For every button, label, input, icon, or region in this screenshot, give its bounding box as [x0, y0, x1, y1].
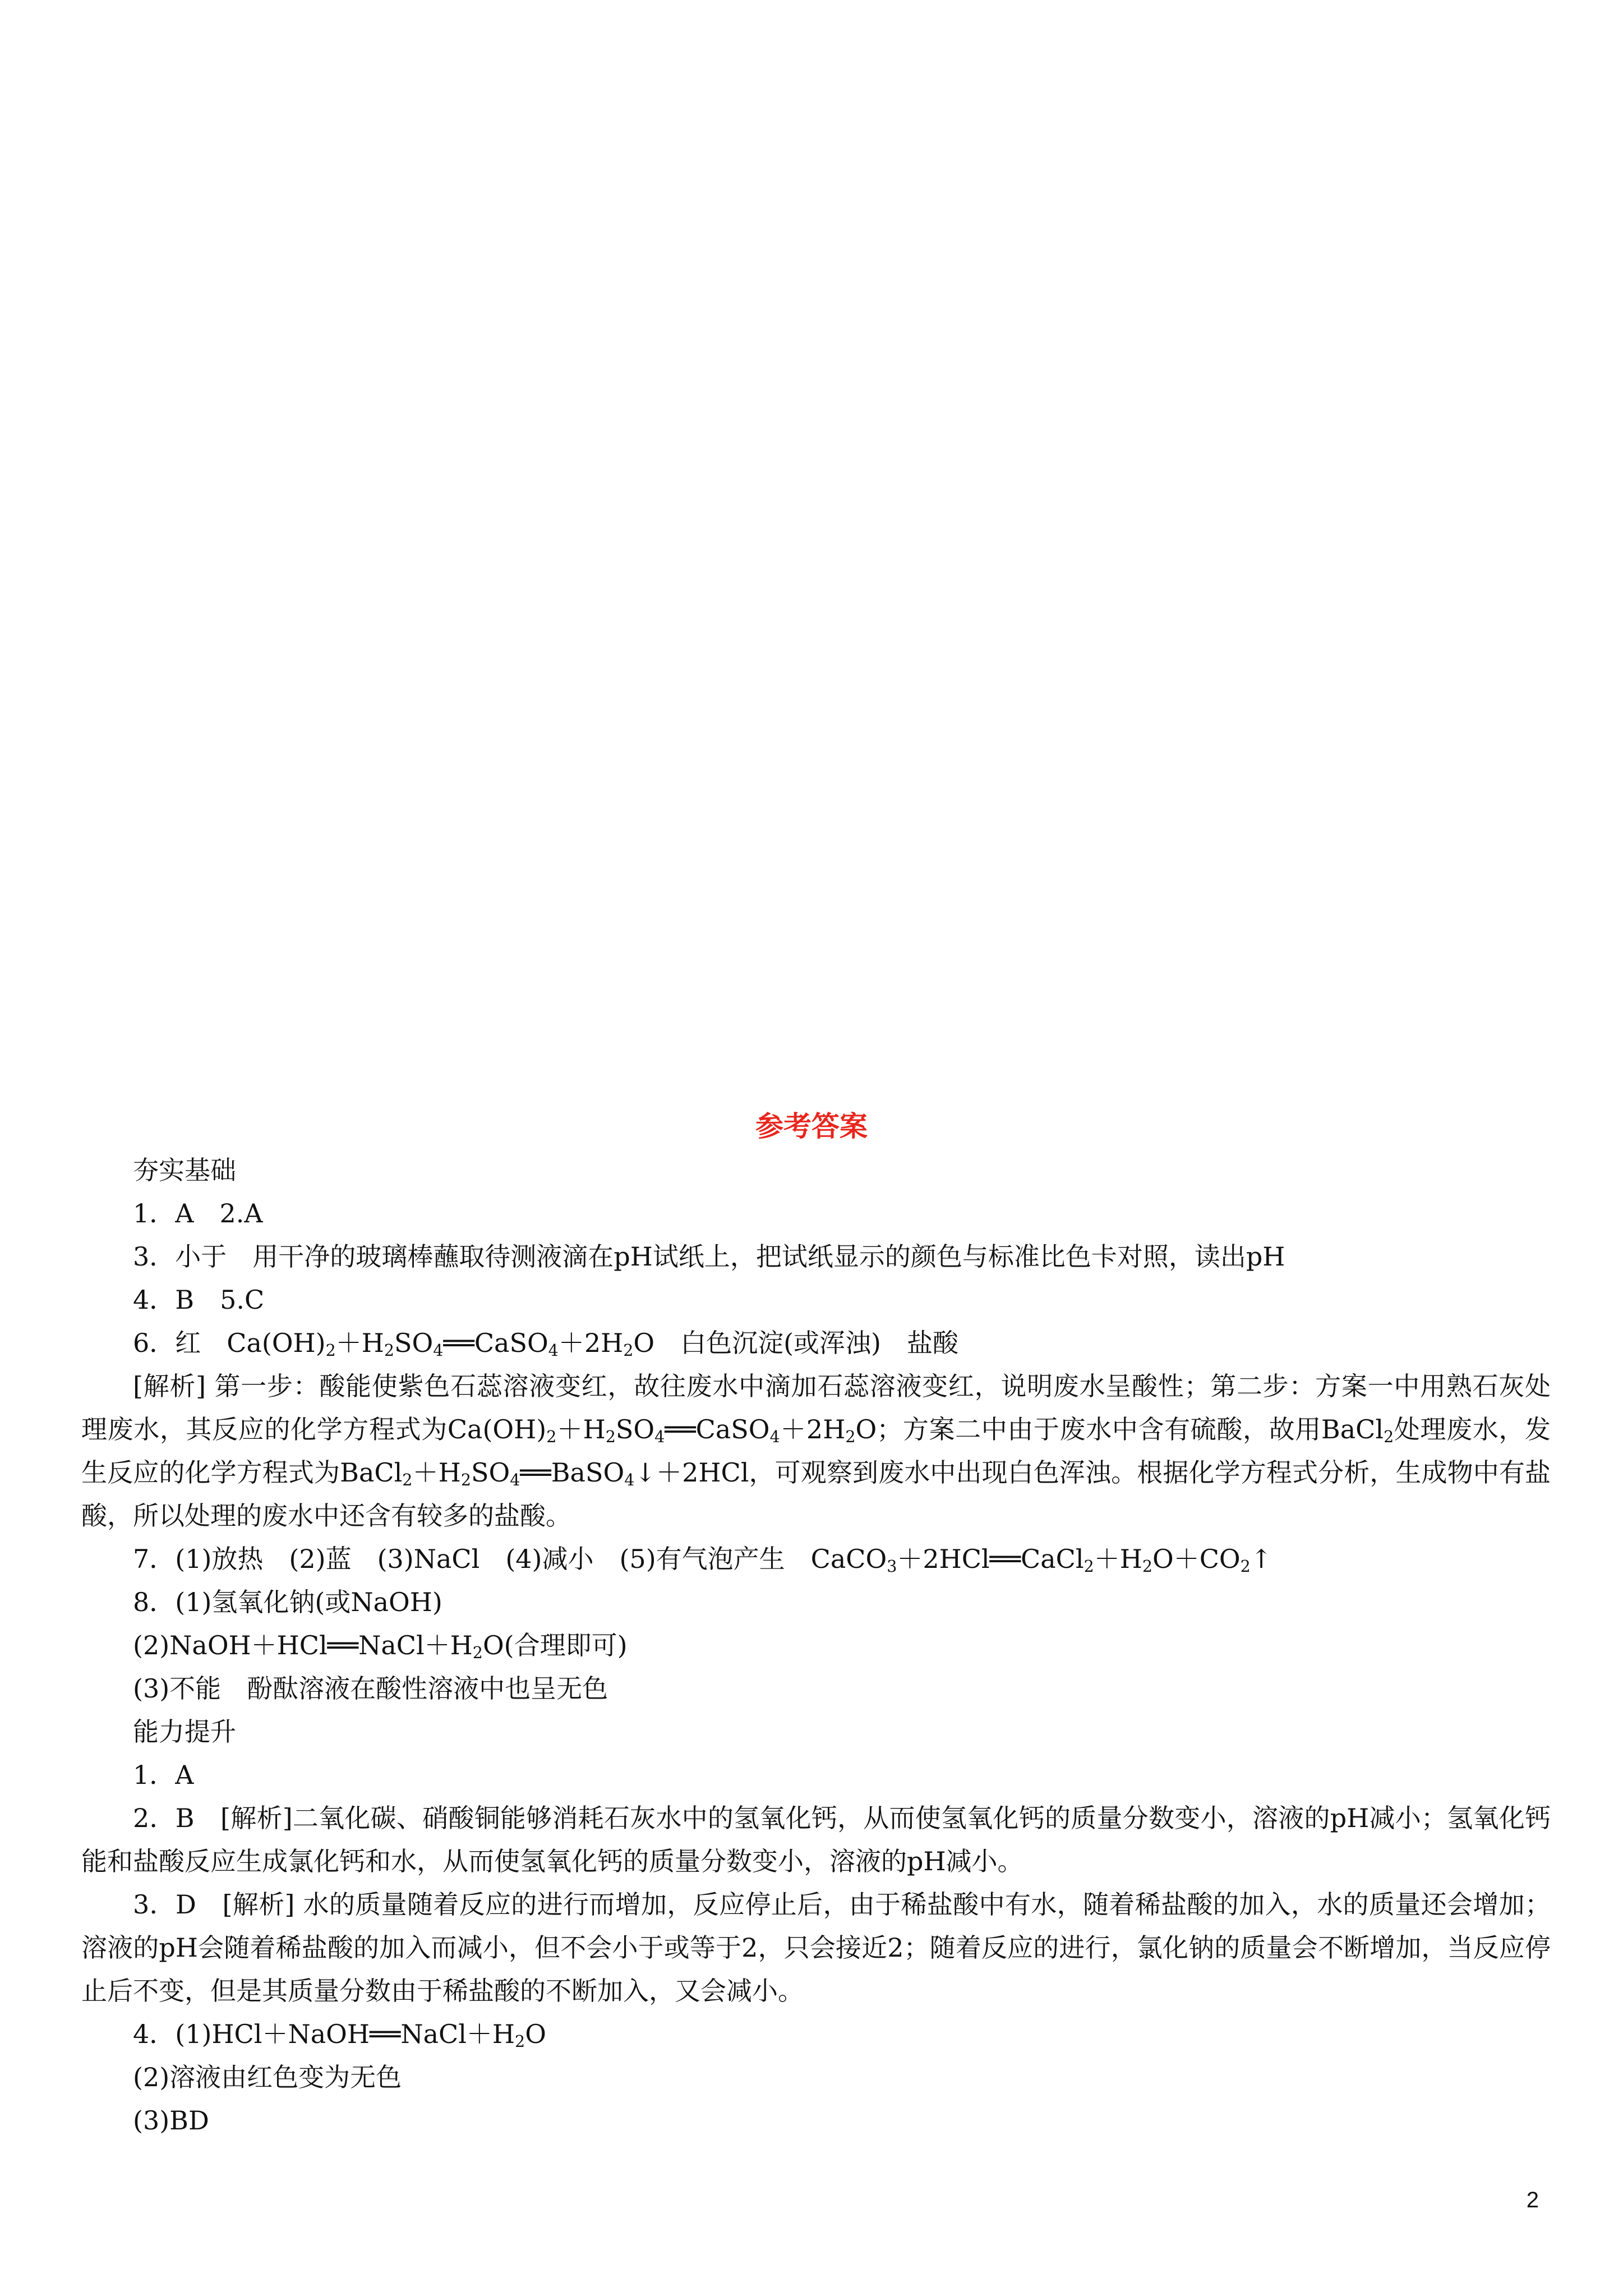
- answer-1-2: 1．A 2.A: [133, 1198, 263, 1228]
- answer-8-2: $(2)NaOH+HCl══NaCl+H_2O$(合理即可): [133, 1630, 628, 1663]
- answer-b2: 2．B [解析]二氧化碳、硝酸铜能够消耗石灰水中的氢氧化钙，从而使氢氧化钙的质量分数变小，溶液的pH减小；氢氧化钙能和盐酸反应生成氯化钙和水，从而使氢氧化钙的质量分数变小，溶液的pH减小。: [81, 1803, 1551, 1876]
- answer-b1: 1．A: [133, 1760, 194, 1790]
- answer-8-3: (3)不能 酚酞溶液在酸性溶液中也呈无色: [133, 1673, 608, 1704]
- heading-basics: 夯实基础: [133, 1155, 236, 1185]
- answer-b3: 3．D [解析] 水的质量随着反应的进行而增加，反应停止后，由于稀盐酸中有水，随着稀盐酸的加入，水的质量还会增加；溶液的pH会随着稀盐酸的加入而减小，但不会小于或等于2，只会接近2；随着反应的进行，氯化钠的质量会不断增加，当反应停止后不变，但是其质量分数由于稀盐酸的不断加入，又会减小。: [81, 1889, 1551, 2006]
- answer-3: 3．小于 用干净的玻璃棒蘸取待测液滴在pH试纸上，把试纸显示的颜色与标准比色卡对照，读出pH: [133, 1241, 1285, 1272]
- heading-advanced: 能力提升: [133, 1717, 236, 1747]
- answer-8-1: 8．(1)氢氧化钠(或NaOH): [133, 1587, 442, 1617]
- answer-7: 7．(1)放热 (2)蓝 (3)NaCl (4)减小 (5)有气泡产生 $CaCO_3+2HCl══CaCl_2+H_2O+CO_2↑$: [133, 1544, 1272, 1576]
- answer-b4-1: 4．$(1)HCl+NaOH══NaCl+H_2O$: [133, 2019, 546, 2051]
- answer-b4-3: (3)BD: [133, 2105, 209, 2136]
- section-title: 参考答案: [755, 1110, 868, 1143]
- explanation-6: [解析] 第一步：酸能使紫色石蕊溶液变红，故往废水中滴加石蕊溶液变红，说明废水呈酸性；第二步：方案一中用熟石灰处理废水，其反应的化学方程式为$Ca(OH)_2+H_2SO_4══CaSO_4+2H_2O$；方案二中由于废水中含有硫酸，故用BaCl$_2$处理废水，发生反应的化学方程式为$BaCl_2+H_2SO_4══BaSO_4↓+2HCl$，可观察到废水中出现白色浑浊。根据化学方程式分析，生成物中有盐酸，所以处理的废水中还含有较多的盐酸。: [81, 1371, 1551, 1531]
- answer-b4-2: (2)溶液由红色变为无色: [133, 2062, 402, 2092]
- page-number: 2: [1526, 2188, 1539, 2212]
- answer-4-5: 4．B 5.C: [133, 1285, 265, 1315]
- answer-content: [81, 1149, 1551, 2142]
- answer-6: 6．红 $Ca(OH)_2+H_2SO_4══CaSO_4+2H_2O$ 白色沉淀(或浑浊) 盐酸: [133, 1328, 958, 1360]
